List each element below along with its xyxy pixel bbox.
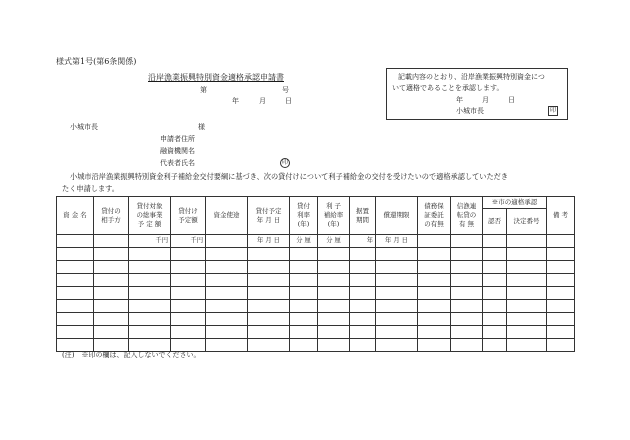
table-cell[interactable] [483, 339, 507, 352]
header-loan-rate: 貸付 利率 (年) [290, 197, 318, 235]
table-cell[interactable] [94, 313, 129, 326]
table-cell[interactable] [547, 287, 575, 300]
table-cell[interactable] [206, 261, 248, 274]
table-cell[interactable] [94, 287, 129, 300]
addressee-honorific: 様 [198, 123, 205, 131]
table-cell[interactable] [483, 274, 507, 287]
unit-project-cost: 千円 [129, 235, 171, 248]
approval-text-line1: 記載内容のとおり、沿岸漁業振興特別資金につ [398, 73, 545, 81]
approval-date-month: 月 [482, 96, 489, 104]
table-row [57, 261, 575, 274]
table-cell[interactable] [206, 300, 248, 313]
table-cell[interactable] [57, 300, 94, 313]
table-cell[interactable] [206, 326, 248, 339]
table-cell[interactable] [376, 339, 418, 352]
table-cell[interactable] [248, 313, 290, 326]
table-cell[interactable] [318, 339, 350, 352]
table-cell[interactable] [451, 248, 483, 261]
loan-table [56, 196, 575, 352]
table-cell[interactable] [376, 287, 418, 300]
table-cell[interactable] [290, 248, 318, 261]
table-cell[interactable] [350, 339, 376, 352]
table-cell[interactable] [483, 287, 507, 300]
date-day: 日 [285, 97, 292, 105]
table-cell[interactable] [418, 326, 451, 339]
table-cell[interactable] [57, 326, 94, 339]
table-cell[interactable] [206, 274, 248, 287]
table-cell[interactable] [350, 300, 376, 313]
table-cell[interactable] [483, 261, 507, 274]
table-cell[interactable] [376, 248, 418, 261]
header-fund-use: 資金使途 [206, 197, 248, 235]
table-cell[interactable] [507, 339, 547, 352]
applicant-address-label: 申請者住所 [160, 135, 195, 143]
table-cell[interactable] [418, 261, 451, 274]
unit-fund-use [206, 235, 248, 248]
table-row [57, 274, 575, 287]
header-city-approval: ※市の適格承認 [483, 197, 547, 209]
table-cell[interactable] [94, 326, 129, 339]
unit-approval-yn [483, 235, 507, 248]
table-cell[interactable] [547, 326, 575, 339]
table-cell[interactable] [57, 248, 94, 261]
approval-date-year: 年 [456, 96, 463, 104]
table-row [57, 339, 575, 352]
header-loan-amount: 貸付け 予定額 [171, 197, 206, 235]
table-cell[interactable] [451, 326, 483, 339]
table-cell[interactable] [171, 261, 206, 274]
table-cell[interactable] [171, 287, 206, 300]
approval-text-line2: いて適格であることを承認します。 [392, 84, 504, 92]
table-cell[interactable] [507, 313, 547, 326]
table-cell[interactable] [483, 300, 507, 313]
unit-loan-amount: 千円 [171, 235, 206, 248]
table-cell[interactable] [57, 287, 94, 300]
table-cell[interactable] [418, 274, 451, 287]
doc-number-go: 号 [282, 86, 289, 94]
table-cell[interactable] [451, 274, 483, 287]
unit-decision-no [507, 235, 547, 248]
date-month: 月 [259, 97, 266, 105]
table-cell[interactable] [507, 300, 547, 313]
table-cell[interactable] [350, 274, 376, 287]
table-cell[interactable] [94, 300, 129, 313]
table-cell[interactable] [350, 287, 376, 300]
table-cell[interactable] [57, 261, 94, 274]
representative-name-label: 代表者氏名 [160, 159, 195, 167]
table-cell[interactable] [547, 274, 575, 287]
addressee-mayor: 小城市長 [70, 123, 98, 131]
table-cell[interactable] [248, 274, 290, 287]
table-cell[interactable] [318, 300, 350, 313]
approval-seal-icon: 印 [549, 107, 556, 114]
table-cell[interactable] [507, 248, 547, 261]
header-lender: 貸付の 相手方 [94, 197, 129, 235]
header-project-cost: 貸付対象 の総事業 予 定 額 [129, 197, 171, 235]
table-cell[interactable] [171, 274, 206, 287]
table-cell[interactable] [318, 274, 350, 287]
table-cell[interactable] [350, 313, 376, 326]
table-cell[interactable] [94, 339, 129, 352]
table-cell[interactable] [171, 326, 206, 339]
table-cell[interactable] [57, 313, 94, 326]
table-cell[interactable] [129, 339, 171, 352]
table-row [57, 248, 575, 261]
table-cell[interactable] [206, 313, 248, 326]
table-cell[interactable] [94, 261, 129, 274]
header-approval-yn: 認否 [483, 209, 507, 235]
table-cell[interactable] [547, 300, 575, 313]
unit-fund-name [57, 235, 94, 248]
table-cell[interactable] [418, 300, 451, 313]
body-text-line2: たく申請します。 [62, 184, 119, 193]
table-cell[interactable] [129, 261, 171, 274]
form-title: 沿岸漁業振興特別資金適格承認申請書 [148, 73, 284, 82]
unit-loan-rate: 分 厘 [290, 235, 318, 248]
table-cell[interactable] [57, 339, 94, 352]
table-cell[interactable] [418, 313, 451, 326]
body-text-line1: 小城市沿岸漁業振興特別資金利子補給金交付要綱に基づき、次の貸付けについて利子補給金の交付を受けたいので適格承認していただき [70, 172, 509, 181]
table-cell[interactable] [350, 326, 376, 339]
header-credit-loan: 信漁連 転貸の 有 無 [451, 197, 483, 235]
unit-guarantee [418, 235, 451, 248]
unit-lender [94, 235, 129, 248]
table-cell[interactable] [129, 248, 171, 261]
table-cell[interactable] [206, 248, 248, 261]
doc-number-dai: 第 [200, 86, 207, 94]
table-cell[interactable] [290, 339, 318, 352]
table-cell[interactable] [94, 274, 129, 287]
table-cell[interactable] [507, 326, 547, 339]
table-cell[interactable] [451, 287, 483, 300]
table-cell[interactable] [171, 313, 206, 326]
table-cell[interactable] [376, 313, 418, 326]
applicant-seal-icon: 印 [281, 159, 288, 166]
table-cell[interactable] [507, 287, 547, 300]
table-cell[interactable] [350, 261, 376, 274]
header-grace-period: 据置 期間 [350, 197, 376, 235]
table-cell[interactable] [318, 261, 350, 274]
date-year: 年 [232, 97, 239, 105]
table-cell[interactable] [547, 339, 575, 352]
unit-loan-date: 年 月 日 [248, 235, 290, 248]
table-cell[interactable] [171, 248, 206, 261]
table-cell[interactable] [318, 326, 350, 339]
unit-repay-period: 年 月 日 [376, 235, 418, 248]
table-cell[interactable] [507, 274, 547, 287]
table-cell[interactable] [376, 300, 418, 313]
table-cell[interactable] [318, 313, 350, 326]
table-cell[interactable] [451, 261, 483, 274]
table-cell[interactable] [418, 248, 451, 261]
approval-mayor: 小城市長 [456, 107, 484, 115]
table-row [57, 313, 575, 326]
table-cell[interactable] [350, 248, 376, 261]
table-cell[interactable] [129, 274, 171, 287]
table-cell[interactable] [171, 300, 206, 313]
table-cell[interactable] [451, 339, 483, 352]
header-decision-no: 決定番号 [507, 209, 547, 235]
table-cell[interactable] [57, 274, 94, 287]
table-cell[interactable] [418, 287, 451, 300]
table-cell[interactable] [483, 248, 507, 261]
table-cell[interactable] [290, 274, 318, 287]
form-number: 様式第1号(第6条関係) [56, 57, 137, 66]
table-cell[interactable] [129, 300, 171, 313]
table-cell[interactable] [318, 287, 350, 300]
table-cell[interactable] [290, 313, 318, 326]
table-cell[interactable] [94, 248, 129, 261]
table-cell[interactable] [318, 248, 350, 261]
table-cell[interactable] [418, 339, 451, 352]
table-cell[interactable] [547, 313, 575, 326]
table-cell[interactable] [206, 339, 248, 352]
table-cell[interactable] [248, 261, 290, 274]
table-cell[interactable] [451, 313, 483, 326]
table-row [57, 326, 575, 339]
table-cell[interactable] [129, 287, 171, 300]
table-cell[interactable] [248, 339, 290, 352]
table-cell[interactable] [451, 300, 483, 313]
table-cell[interactable] [290, 300, 318, 313]
approval-date-day: 日 [508, 96, 515, 104]
table-cell[interactable] [290, 261, 318, 274]
header-fund-name: 資 金 名 [57, 197, 94, 235]
table-cell[interactable] [376, 326, 418, 339]
table-cell[interactable] [171, 339, 206, 352]
unit-credit-loan [451, 235, 483, 248]
table-cell[interactable] [376, 274, 418, 287]
table-cell[interactable] [129, 313, 171, 326]
table-cell[interactable] [507, 261, 547, 274]
table-cell[interactable] [483, 313, 507, 326]
table-cell[interactable] [248, 326, 290, 339]
table-cell[interactable] [248, 248, 290, 261]
header-remarks: 備 考 [547, 197, 575, 235]
header-guarantee: 債務保 証委託 の有無 [418, 197, 451, 235]
table-cell[interactable] [290, 326, 318, 339]
table-cell[interactable] [248, 300, 290, 313]
table-cell[interactable] [483, 326, 507, 339]
table-cell[interactable] [290, 287, 318, 300]
table-cell[interactable] [206, 287, 248, 300]
header-subsidy-rate: 利 子 補給率 (年) [318, 197, 350, 235]
footnote: (注) ※印の欄は、記入しないでください。 [62, 351, 201, 359]
table-row [57, 287, 575, 300]
unit-subsidy-rate: 分 厘 [318, 235, 350, 248]
bank-name-label: 融資機関名 [160, 147, 195, 155]
table-cell[interactable] [129, 326, 171, 339]
table-cell[interactable] [248, 287, 290, 300]
unit-remarks [547, 235, 575, 248]
table-cell[interactable] [547, 248, 575, 261]
table-cell[interactable] [547, 261, 575, 274]
table-cell[interactable] [376, 261, 418, 274]
table-row [57, 300, 575, 313]
unit-grace-period: 年 [350, 235, 376, 248]
header-repay-period: 償還期限 [376, 197, 418, 235]
header-loan-date: 貸付予定 年 月 日 [248, 197, 290, 235]
